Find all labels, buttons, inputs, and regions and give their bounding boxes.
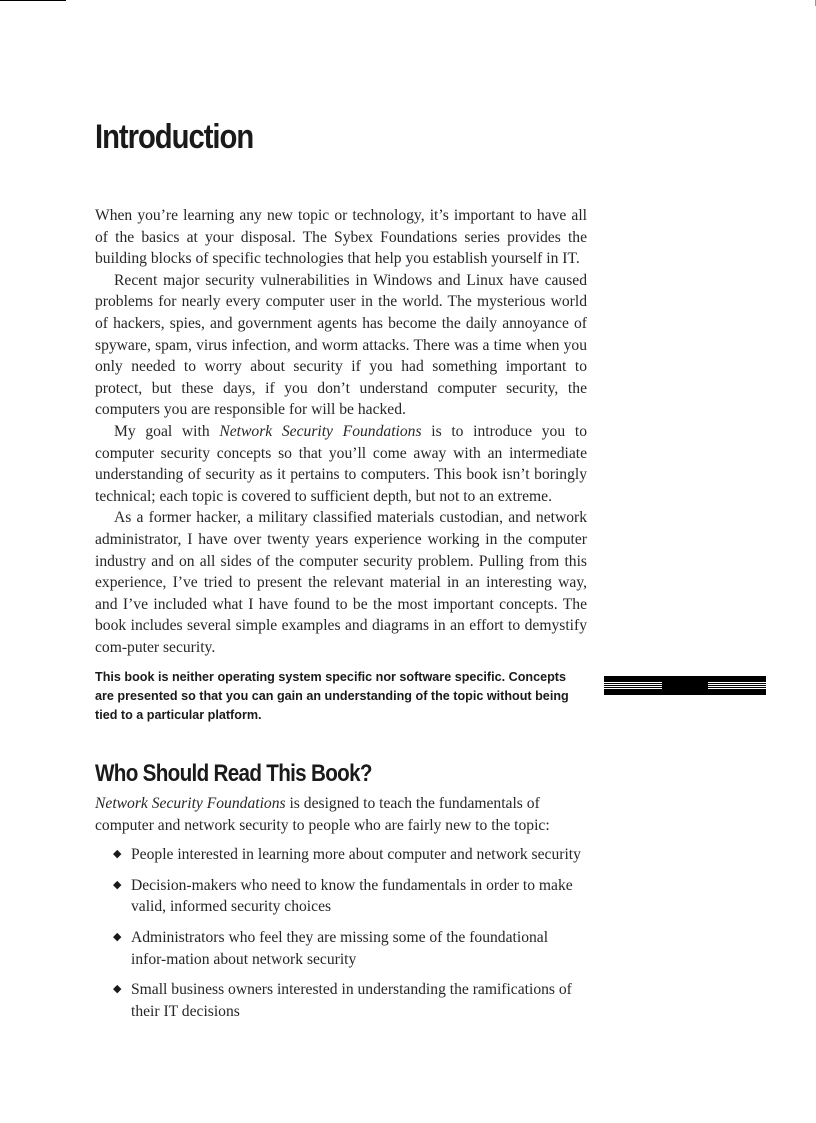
chapter-title: Introduction bbox=[95, 118, 254, 156]
intro-paragraph-4: As a former hacker, a military classified materials custodian, and network administrator, I have over twenty years experience working in the computer industry and on all sides of the computer security problem. Pulling from this experience, I’ve tried to present the relevant material in an interesting way, and I’ve included what I have found to be the most important concepts. The book includes several simple examples and diagrams in an effort to demystify com-puter security. bbox=[95, 509, 587, 656]
list-item bbox=[95, 875, 587, 918]
section-body bbox=[95, 793, 587, 1031]
list-item-text: Decision-makers who need to know the fundamentals in order to make valid, informed security choices bbox=[131, 876, 573, 916]
list-item bbox=[95, 927, 587, 970]
intro-paragraph-1: When you’re learning any new topic or technology, it’s important to have all of the basics at your disposal. The Sybex Foundations series provides the building blocks of specific technologies that help you establish yourself in IT. bbox=[95, 207, 587, 268]
section-lead bbox=[95, 793, 587, 836]
list-item-text: Administrators who feel they are missing some of the foundational infor-mation about network security bbox=[131, 928, 549, 968]
intro-paragraph-3-lead: My goal with bbox=[114, 422, 220, 440]
note-marker-stripes-right bbox=[708, 682, 766, 690]
note-text: This book is neither operating system specific nor software specific. Concepts are presented so that you can gain an understanding of the topic without being tied to a particular platform. bbox=[95, 670, 569, 723]
diamond-bullet-icon: ◆ bbox=[113, 878, 122, 891]
intro-paragraph-2: Recent major security vulnerabilities in Windows and Linux have caused problems for nearly every computer user in the world. The mysterious world of hackers, spies, and government agents has become the daily annoyance of spyware, spam, virus infection, and worm attacks. There was a time when you only needed to worry about security if you had something important to protect, but these days, if you don’t understand computer security, the computers you are responsible for will be hacked. bbox=[95, 271, 587, 419]
intro-paragraph-3 bbox=[95, 421, 587, 507]
note-marker-stripes-left bbox=[604, 682, 662, 690]
diamond-bullet-icon: ◆ bbox=[113, 930, 122, 943]
note-marker-bar bbox=[604, 676, 766, 695]
section-lead-title: Network Security Foundations bbox=[95, 795, 286, 812]
intro-paragraph-3-rest: is to introduce you to computer security concepts so that you’ll come away with an intermediate understanding of security as it pertains to computers. This book isn’t boringly technical; each topic is covered to sufficient depth, but not to an extreme. bbox=[95, 422, 587, 505]
top-rule bbox=[0, 0, 66, 1]
list-item-text: Small business owners interested in understanding the ramifications of their IT decisions bbox=[131, 981, 572, 1020]
book-title-italic: Network Security Foundations bbox=[219, 422, 422, 440]
section-lead-rest: is designed to teach the fundamentals of computer and network security to people who are fairly new to the topic: bbox=[95, 795, 550, 834]
list-item bbox=[95, 844, 587, 866]
intro-body bbox=[95, 205, 587, 658]
diamond-bullet-icon: ◆ bbox=[113, 848, 122, 861]
list-item-text: People interested in learning more about computer and network security bbox=[131, 846, 581, 864]
diamond-bullet-icon: ◆ bbox=[113, 983, 122, 996]
section-heading: Who Should Read This Book? bbox=[95, 760, 372, 787]
audience-list bbox=[95, 844, 587, 1022]
list-item bbox=[95, 979, 587, 1022]
